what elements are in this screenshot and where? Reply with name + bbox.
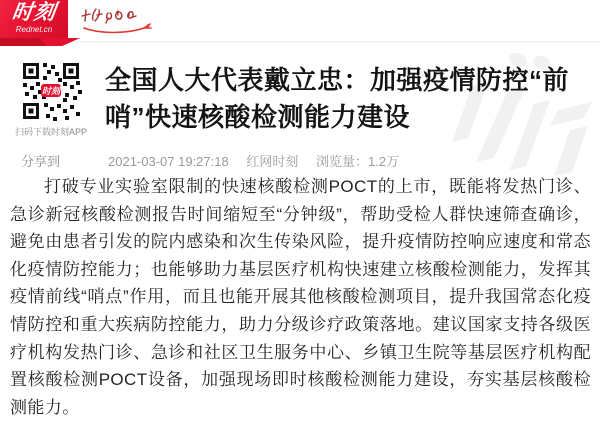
qr-caption: 扫码下载时刻APP: [14, 127, 87, 137]
qr-code: [20, 60, 82, 122]
app-download-qr-block: [8, 60, 94, 138]
logo-wordmark: 时刻: [10, 1, 58, 24]
view-count-label: 浏览量：: [315, 154, 368, 169]
logo-domain: Rednet.cn: [15, 25, 53, 34]
article-meta-info: [108, 151, 413, 170]
article-body-paragraph: 打破专业实验室限制的快速核酸检测POCT的上市，既能将发热门诊、急诊新冠核酸检测报告时间缩短至“分钟级”，帮助受检人群快速筛查确诊，避免由患者引发的院内感染和次生传染风险，提升疫情防控响应速度和常态化疫情防控能力；也能够助力基层医疗机构快速建立核酸检测能力，发挥其疫情前线“哨点”作用，而且也能开展其他核酸检测项目，提升我国常态化疫情防控和重大疾病防控能力，助力分级诊疗政策落地。建议国家支持各级医疗机构发热门诊、急诊和社区卫生服务中心、乡镇卫生院等基层医疗机构配置核酸检测POCT设备，加强现场即时核酸检测能力建设，夯实基层核酸检测能力。: [10, 177, 591, 417]
article-title: 全国人大代表戴立忠：加强疫情防控“前哨”快速核酸检测能力建设: [105, 65, 570, 132]
publish-date: 2021-03-07 19:27:18: [108, 154, 229, 169]
logo-fold-ribbon: [0, 38, 80, 47]
qr-center-badge: 时刻: [41, 86, 61, 96]
share-button[interactable]: 分享到: [21, 154, 61, 169]
calligraphy-signature-icon: [78, 4, 166, 38]
view-count-value: 1.2万: [368, 154, 400, 169]
rednet-logo[interactable]: [0, 0, 68, 38]
article-meta-row: [0, 149, 600, 169]
source-name: 红网时刻: [246, 154, 299, 169]
view-count: [316, 154, 399, 169]
